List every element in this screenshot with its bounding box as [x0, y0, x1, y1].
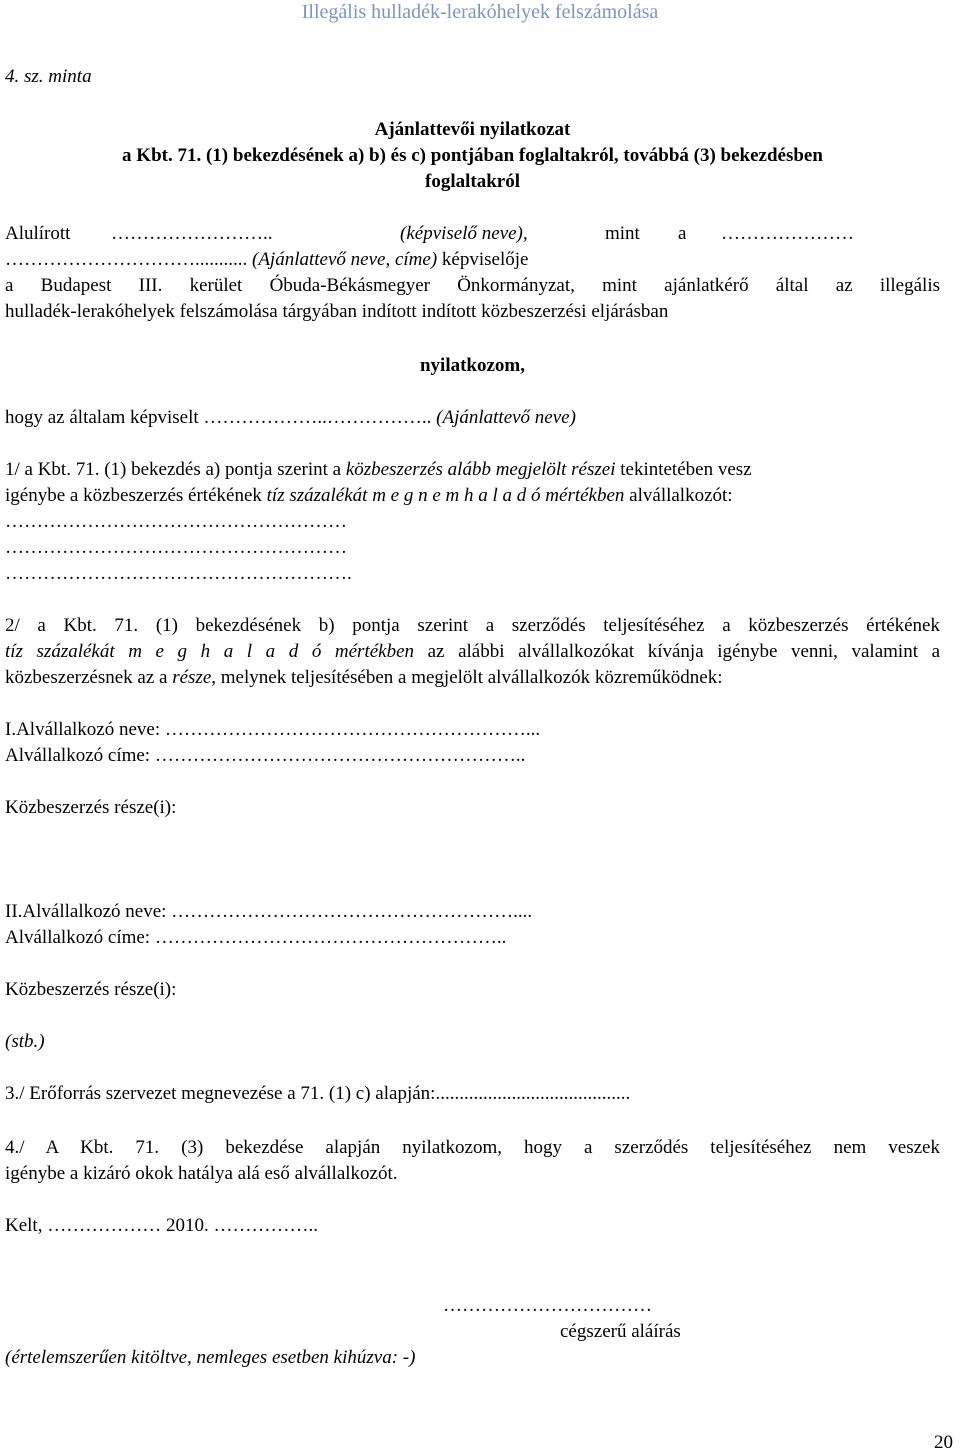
- intro-bidder-hint: (Ajánlattevő neve, címe): [252, 249, 438, 270]
- p1-text-d: igénybe a közbeszerzés értékének: [5, 485, 262, 506]
- p3-resource-org: 3./ Erőforrás szervezet megnevezése a 71. (1) c) alapján:.........................................: [5, 1083, 631, 1104]
- intro-kepviseloje: képviselője: [441, 249, 529, 270]
- p2-line-2: [5, 640, 940, 664]
- page-number: 20: [934, 1432, 953, 1453]
- intro-line-3: a Budapest III. kerület Óbuda-Békásmegyer Önkormányzat, mint ajánlatkérő által az illegális: [5, 275, 940, 296]
- intro-blank-2: …………………: [721, 223, 854, 244]
- intro-alulirott: Alulírott: [5, 223, 71, 244]
- p2-line-1: 2/ a Kbt. 71. (1) bekezdésének b) pontja szerint a szerződés teljesítéséhez a közbeszerzés értékének: [5, 615, 940, 636]
- p1-blank-3: ……………………………………………….: [5, 563, 352, 584]
- intro-a: a: [678, 223, 687, 244]
- represented-line: [5, 406, 940, 430]
- intro-mint: mint: [605, 223, 640, 244]
- document-subtitle-line-2: foglaltakról: [425, 171, 520, 192]
- represented-text: hogy az általam képviselt ………………..……………..: [5, 407, 432, 428]
- p1-text-f: alvállalkozót:: [629, 485, 733, 506]
- p4-line-2: igénybe a kizáró okok hatálya alá eső alvállalkozót.: [5, 1163, 398, 1184]
- represented-hint: (Ajánlattevő neve): [436, 407, 576, 428]
- p1-text-c: tekintetében vesz: [620, 459, 752, 480]
- p1-text-a: 1/ a Kbt. 71. (1) bekezdés a) pontja szerint a: [5, 459, 342, 480]
- subcontractor-2-address: Alvállalkozó címe: ………………………………………………..: [5, 927, 507, 948]
- sample-number: 4. sz. minta: [5, 66, 92, 87]
- subcontractor-1-part: Közbeszerzés része(i):: [5, 797, 177, 818]
- date-line: Kelt, ……………… 2010. ……………..: [5, 1215, 318, 1236]
- intro-bidder-blank: …………………………...........: [5, 249, 248, 270]
- p1-text-e: tíz százalékát m e g n e m h a l a d ó mértékben: [266, 485, 625, 506]
- p1-blank-2: ………………………………………………: [5, 537, 347, 558]
- intro-representative-hint: (képviselő neve),: [400, 223, 528, 244]
- subcontractor-1-address: Alvállalkozó címe: …………………………………………………..: [5, 745, 526, 766]
- subcontractor-2-part: Közbeszerzés része(i):: [5, 979, 177, 1000]
- p1-line-2: [5, 484, 940, 508]
- signature-label: cégszerű aláírás: [560, 1321, 681, 1342]
- fill-in-note: (értelemszerűen kitöltve, nemleges esetben kihúzva: -): [5, 1347, 416, 1368]
- subcontractor-2-name: II.Alvállalkozó neve: ………………………………………………....: [5, 901, 533, 922]
- subcontractor-1-name: I.Alvállalkozó neve: …………………………………………………...: [5, 719, 541, 740]
- declaration-heading: nyilatkozom,: [419, 355, 526, 376]
- p1-blank-1: ………………………………………………: [5, 511, 347, 532]
- signature-line: ……………………………: [443, 1295, 652, 1316]
- document-title: Ajánlattevői nyilatkozat: [374, 119, 571, 140]
- etc-note: (stb.): [5, 1031, 45, 1052]
- p2-text-c: közbeszerzésnek az a: [5, 667, 168, 688]
- intro-line-2: [5, 248, 940, 272]
- p1-line-1: [5, 458, 940, 482]
- document-subtitle-line-1: a Kbt. 71. (1) bekezdésének a) b) és c) pontjában foglaltakról, továbbá (3) bekezdésben: [122, 145, 823, 166]
- running-header: Illegális hulladék-lerakóhelyek felszámolása: [301, 1, 659, 23]
- intro-representative-blank: ……………………..: [111, 223, 273, 244]
- p2-text-e: , melynek teljesítésében a megjelölt alvállalkozók közreműködnek:: [211, 667, 723, 688]
- intro-line-4: hulladék-lerakóhelyek felszámolása tárgyában indított indított közbeszerzési eljárásban: [5, 301, 669, 322]
- p2-text-a: tíz százalékát m e g h a l a d ó mértékben: [5, 641, 415, 662]
- p2-text-d: része: [172, 667, 212, 688]
- p4-line-1: 4./ A Kbt. 71. (3) bekezdése alapján nyilatkozom, hogy a szerződés teljesítéséhez nem veszek: [5, 1137, 940, 1158]
- p1-text-b: közbeszerzés alább megjelölt részei: [345, 459, 616, 480]
- p2-text-b: az alábbi alvállalkozókat kívánja igénybe venni, valamint a: [427, 641, 941, 662]
- p2-line-3: [5, 666, 940, 690]
